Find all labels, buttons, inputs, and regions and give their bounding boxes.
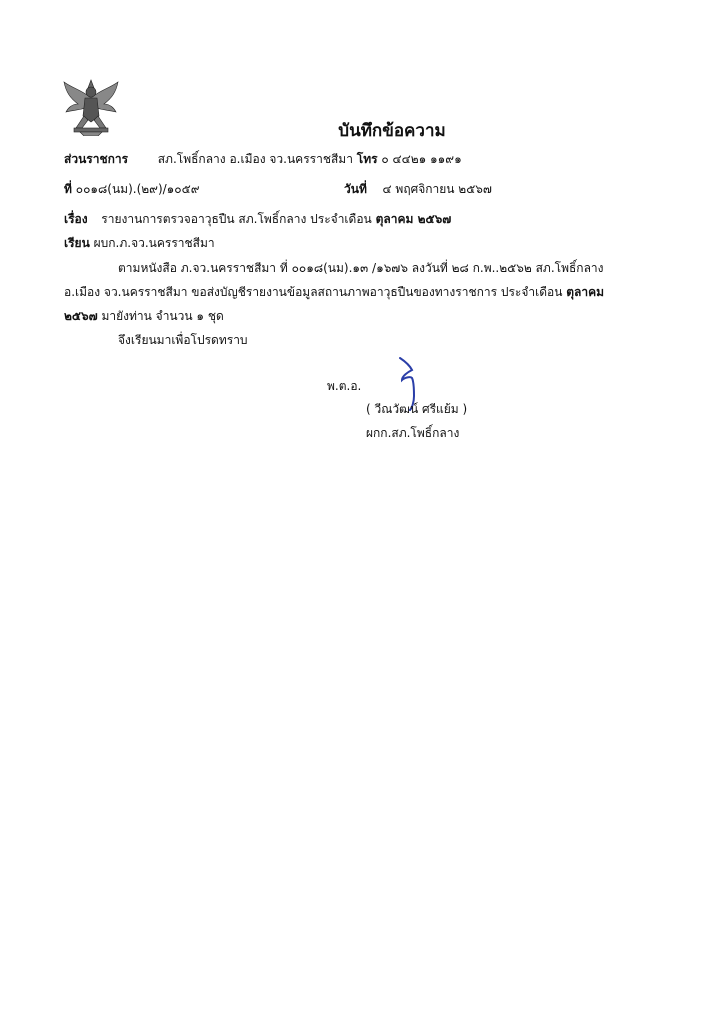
agency-value: สภ.โพธิ์กลาง อ.เมือง จว.นครราชสีมา [157,152,353,166]
ref-value: ๐๐๑๘(นม).(๒๙)/๑๐๕๙ [75,182,200,196]
memo-title: บันทึกข้อความ [338,121,446,141]
body-line-2-month: ตุลาคม [566,285,605,299]
subject-month: ตุลาคม ๒๕๖๗ [375,212,452,226]
ref-label: ที่ [64,182,72,196]
signer-name: ( วีณวัฒน์ ศรีแย้ม ) [366,402,468,416]
body-line-3-year: ๒๕๖๗ [64,309,98,323]
agency-label: ส่วนราชการ [64,152,129,166]
ref-row [64,180,199,199]
phone-value: ๐ ๔๔๒๑ ๑๑๙๑ [381,152,462,166]
body-line-3-text: มายังท่าน จำนวน ๑ ชุด [97,309,224,323]
to-row [64,234,215,253]
body-line-2-text: อ.เมือง จว.นครราชสีมา ขอส่งบัญชีรายงานข้อมูลสถานภาพอาวุธปืนของทางราชการ ประจำเดือน [64,285,563,299]
date-label: วันที่ [344,182,367,196]
signer-position: ผกก.สภ.โพธิ์กลาง [366,426,460,440]
signature-prefix: พ.ต.อ. [327,379,362,393]
subject-label: เรื่อง [64,212,88,226]
subject-value: รายงานการตรวจอาวุธปืน สภ.โพธิ์กลาง ประจำเดือน [101,212,372,226]
closing-line: จึงเรียนมาเพื่อโปรดทราบ [118,333,248,347]
agency-row [64,150,462,169]
body-line-2 [64,283,604,302]
date-value: ๔ พฤศจิกายน ๒๕๖๗ [382,182,492,196]
phone-label: โทร [356,152,378,166]
date-row [344,180,492,199]
subject-row [64,210,451,229]
to-value: ผบก.ภ.จว.นครราชสีมา [93,236,215,250]
to-label: เรียน [64,236,90,250]
body-line-1: ตามหนังสือ ภ.จว.นครราชสีมา ที่ ๐๐๑๘(นม).๑๓ /๑๖๗๖ ลงวันที่ ๒๘ ก.พ..๒๕๖๒ สภ.โพธิ์กลาง [118,261,604,275]
body-line-3 [64,307,224,326]
